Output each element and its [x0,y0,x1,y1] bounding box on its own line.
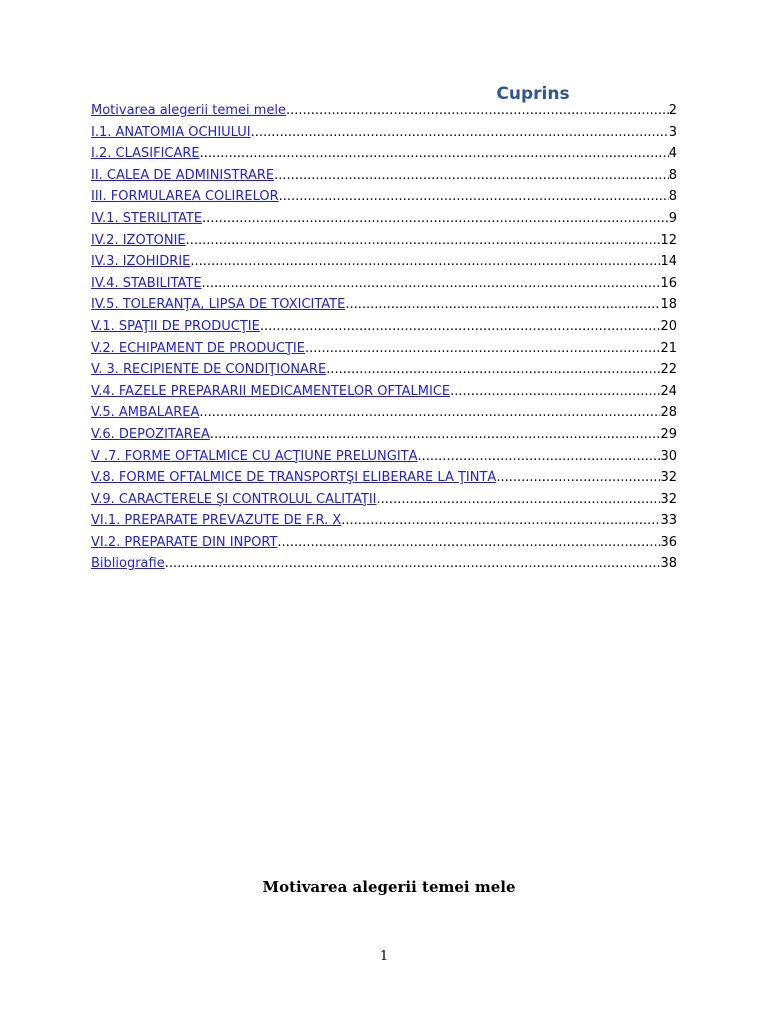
toc-entry-page: 33 [660,513,677,529]
toc-leader-dots [199,405,660,420]
toc-entry-link[interactable]: V.1. SPAŢII DE PRODUCŢIE [91,318,260,334]
page-number: 1 [379,949,389,964]
toc-entry[interactable] [91,449,677,471]
toc-leader-dots [377,492,661,507]
toc-entry-page: 22 [660,362,677,378]
toc-entry-link[interactable]: V. 3. RECIPIENTE DE CONDIŢIONARE [91,362,327,378]
toc-entry-page: 2 [668,103,677,118]
toc-entry[interactable] [91,362,677,384]
toc-entry-link[interactable]: V .7. FORME OFTALMICE CU ACŢIUNE PRELUNGITĂ [91,448,418,464]
toc-entry-link[interactable]: Bibliografie [91,556,165,572]
toc-entry-page: 12 [660,232,677,248]
toc-entry-page: 32 [660,470,677,486]
toc-entry[interactable] [91,276,677,298]
toc-entry-page: 4 [668,146,677,162]
toc-entry[interactable] [91,189,677,211]
toc-leader-dots [202,211,669,226]
toc-entry-link[interactable]: IV.4. STABILITATE [91,275,202,291]
toc-entry-page: 29 [660,426,677,442]
toc-entry-link[interactable]: V.6. DEPOZITAREA [91,426,210,442]
toc-leader-dots [274,168,669,183]
toc-entry[interactable] [91,513,677,535]
toc-leader-dots [326,362,660,377]
toc-leader-dots [305,341,660,356]
toc-entry[interactable] [91,254,677,276]
toc-entry-page: 9 [668,210,677,226]
toc-entry-link[interactable]: IV.5. TOLERANŢA, LIPSA DE TOXICITATE [91,297,346,313]
toc-title: Cuprins [496,84,570,104]
toc-entry-page: 32 [660,491,677,507]
toc-leader-dots [450,384,660,399]
toc-entry-page: 14 [660,254,677,270]
toc-entry[interactable] [91,211,677,233]
toc-entry[interactable] [91,341,677,363]
toc-leader-dots [251,125,669,140]
toc-entry[interactable] [91,168,677,190]
toc-leader-dots [277,535,660,550]
toc-entry[interactable] [91,427,677,449]
toc-entry[interactable] [91,384,677,406]
toc-entry-page: 16 [660,275,677,291]
toc-entry-page: 38 [660,556,677,572]
toc-leader-dots [186,233,661,248]
toc-entry-link[interactable]: I.2. CLASIFICARE [91,146,200,162]
toc-leader-dots [190,254,660,269]
toc-leader-dots [200,146,669,161]
toc-entry-page: 36 [660,534,677,550]
toc-entry-link[interactable]: V.5. AMBALAREA [91,405,200,421]
toc-entry[interactable] [91,233,677,255]
toc-leader-dots [418,449,661,464]
toc-entry-page: 3 [668,124,677,140]
toc-entry[interactable] [91,556,677,578]
toc-entry-page: 24 [660,383,677,399]
toc-entry-link[interactable]: VI.1. PREPARATE PREVĂZUTE DE F.R. X [91,513,342,529]
toc-entry-link[interactable]: IV.1. STERILITATE [91,210,203,226]
toc-entry-link[interactable]: V.9. CARACTERELE ŞI CONTROLUL CALITĂŢII [91,491,377,507]
toc-entry[interactable] [91,103,677,125]
toc-entry-page: 28 [660,405,677,421]
toc-entry-link[interactable]: V.8. FORME OFTALMICE DE TRANSPORTŞI ELIBERARE LA ŢINTĂ [91,470,497,486]
toc-entry[interactable] [91,146,677,168]
toc-leader-dots [341,513,660,528]
toc-entry[interactable] [91,405,677,427]
table-of-contents [91,103,677,578]
toc-entry[interactable] [91,319,677,341]
toc-entry-link[interactable]: Motivarea alegerii temei mele [91,103,286,118]
toc-entry-page: 30 [660,448,677,464]
toc-entry-page: 8 [668,167,677,183]
toc-entry-link[interactable]: I.1. ANATOMIA OCHIULUI [91,124,251,140]
toc-entry-page: 20 [660,318,677,334]
toc-entry-link[interactable]: V.4. FAZELE PREPARĂRII MEDICAMENTELOR OFTALMICE [91,383,451,399]
toc-entry[interactable] [91,297,677,319]
section-heading: Motivarea alegerii temei mele [262,878,516,896]
toc-leader-dots [165,556,661,571]
toc-entry-page: 8 [668,189,677,205]
toc-entry[interactable] [91,125,677,147]
toc-entry-link[interactable]: III. FORMULAREA COLIRELOR [91,189,279,205]
toc-entry-link[interactable]: V.2. ECHIPAMENT DE PRODUCŢIE [91,340,305,356]
toc-leader-dots [496,470,660,485]
toc-entry-link[interactable]: II. CALEA DE ADMINISTRARE [91,167,275,183]
toc-leader-dots [260,319,661,334]
toc-entry-link[interactable]: VI.2. PREPARATE DIN INPORT [91,534,278,550]
toc-entry[interactable] [91,535,677,557]
toc-leader-dots [286,103,669,118]
toc-leader-dots [202,276,661,291]
toc-entry-page: 18 [660,297,677,313]
toc-entry-page: 21 [660,340,677,356]
toc-entry-link[interactable]: IV.3. IZOHIDRIE [91,254,191,270]
toc-leader-dots [279,189,669,204]
toc-leader-dots [210,427,661,442]
toc-entry[interactable] [91,492,677,514]
toc-entry[interactable] [91,470,677,492]
toc-leader-dots [345,297,660,312]
toc-entry-link[interactable]: IV.2. IZOTONIE [91,232,186,248]
